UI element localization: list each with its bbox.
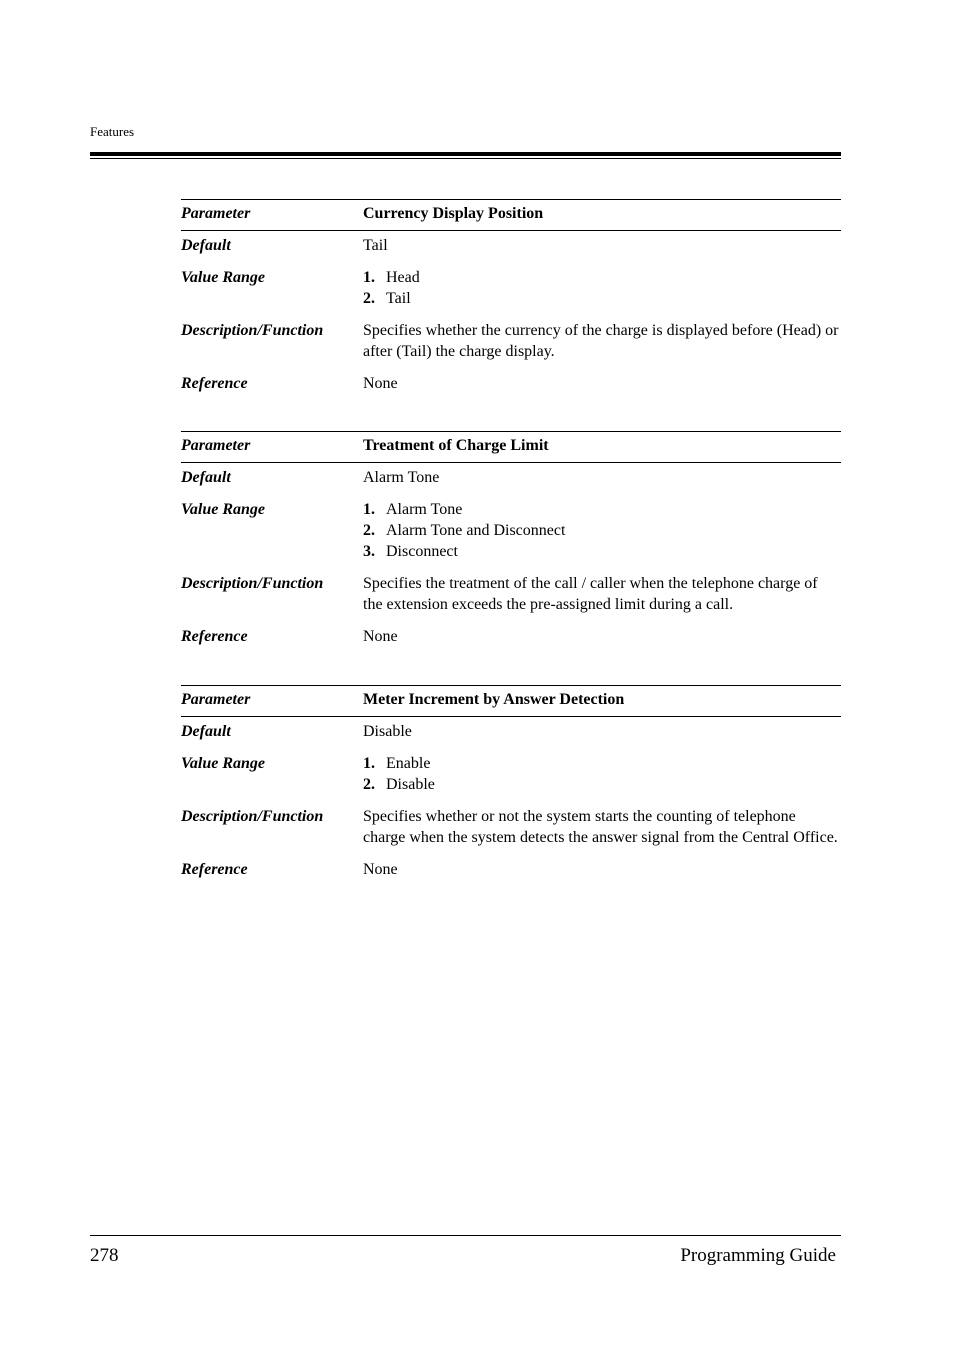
footer-rule	[90, 1235, 841, 1236]
list-item-number: 3.	[363, 543, 375, 560]
value-range-label: Value Range	[181, 269, 266, 286]
footer-title: Programming Guide	[680, 1245, 836, 1266]
value-range-list	[363, 499, 841, 562]
list-item-text: Disconnect	[386, 543, 458, 560]
value-range-row	[181, 499, 841, 562]
parameter-value: Currency Display Position	[363, 205, 544, 222]
reference-label: Reference	[181, 628, 248, 645]
reference-row	[181, 373, 841, 394]
parameter-label: Parameter	[181, 205, 251, 222]
parameter-row	[181, 686, 841, 717]
parameter-label: Parameter	[181, 691, 251, 708]
default-row	[181, 467, 841, 488]
list-item-number: 2.	[363, 522, 375, 539]
reference-value: None	[363, 375, 398, 392]
list-item	[363, 774, 841, 795]
default-value: Alarm Tone	[363, 469, 440, 486]
reference-value: None	[363, 861, 398, 878]
list-item-number: 1.	[363, 269, 375, 286]
list-item-number: 1.	[363, 755, 375, 772]
description-row	[181, 573, 841, 615]
parameter-value: Meter Increment by Answer Detection	[363, 691, 625, 708]
reference-row	[181, 859, 841, 880]
list-item	[363, 267, 841, 288]
list-item-text: Alarm Tone and Disconnect	[386, 522, 566, 539]
default-label: Default	[181, 469, 231, 486]
list-item-text: Alarm Tone	[386, 501, 463, 518]
list-item-text: Tail	[386, 290, 411, 307]
parameter-table-treatment-of-charge-limit	[181, 431, 841, 647]
list-item-number: 1.	[363, 501, 375, 518]
list-item	[363, 753, 841, 774]
default-value: Disable	[363, 723, 412, 740]
header-rule-thin	[90, 158, 841, 159]
list-item	[363, 520, 841, 541]
parameter-row	[181, 432, 841, 463]
parameter-label: Parameter	[181, 437, 251, 454]
description-value: Specifies whether the currency of the charge is displayed before (Head) or after (Tail) the charge display.	[363, 322, 839, 360]
list-item	[363, 499, 841, 520]
list-item-number: 2.	[363, 776, 375, 793]
parameter-table-currency-display-position	[181, 199, 841, 394]
default-value: Tail	[363, 237, 388, 254]
description-row	[181, 806, 841, 848]
page-number: 278	[90, 1245, 119, 1266]
parameter-value: Treatment of Charge Limit	[363, 437, 549, 454]
section-header: Features	[90, 124, 135, 139]
list-item-number: 2.	[363, 290, 375, 307]
list-item-text: Head	[386, 269, 420, 286]
reference-label: Reference	[181, 375, 248, 392]
value-range-label: Value Range	[181, 755, 266, 772]
reference-row	[181, 626, 841, 647]
description-label: Description/Function	[181, 575, 324, 592]
default-label: Default	[181, 237, 231, 254]
list-item	[363, 288, 841, 309]
value-range-row	[181, 753, 841, 795]
value-range-row	[181, 267, 841, 309]
default-row	[181, 235, 841, 256]
list-item-text: Enable	[386, 755, 431, 772]
description-label: Description/Function	[181, 322, 324, 339]
description-value: Specifies the treatment of the call / caller when the telephone charge of the extension exceeds the pre-assigned limit during a call.	[363, 575, 818, 613]
parameter-table-meter-increment	[181, 685, 841, 880]
header-rule-thick	[90, 152, 841, 156]
list-item	[363, 541, 841, 562]
reference-value: None	[363, 628, 398, 645]
description-label: Description/Function	[181, 808, 324, 825]
value-range-list	[363, 267, 841, 309]
parameter-row	[181, 200, 841, 231]
description-value: Specifies whether or not the system starts the counting of telephone charge when the system detects the answer signal from the Central Office.	[363, 808, 838, 846]
reference-label: Reference	[181, 861, 248, 878]
default-label: Default	[181, 723, 231, 740]
value-range-label: Value Range	[181, 501, 266, 518]
list-item-text: Disable	[386, 776, 435, 793]
default-row	[181, 721, 841, 742]
description-row	[181, 320, 841, 362]
value-range-list	[363, 753, 841, 795]
